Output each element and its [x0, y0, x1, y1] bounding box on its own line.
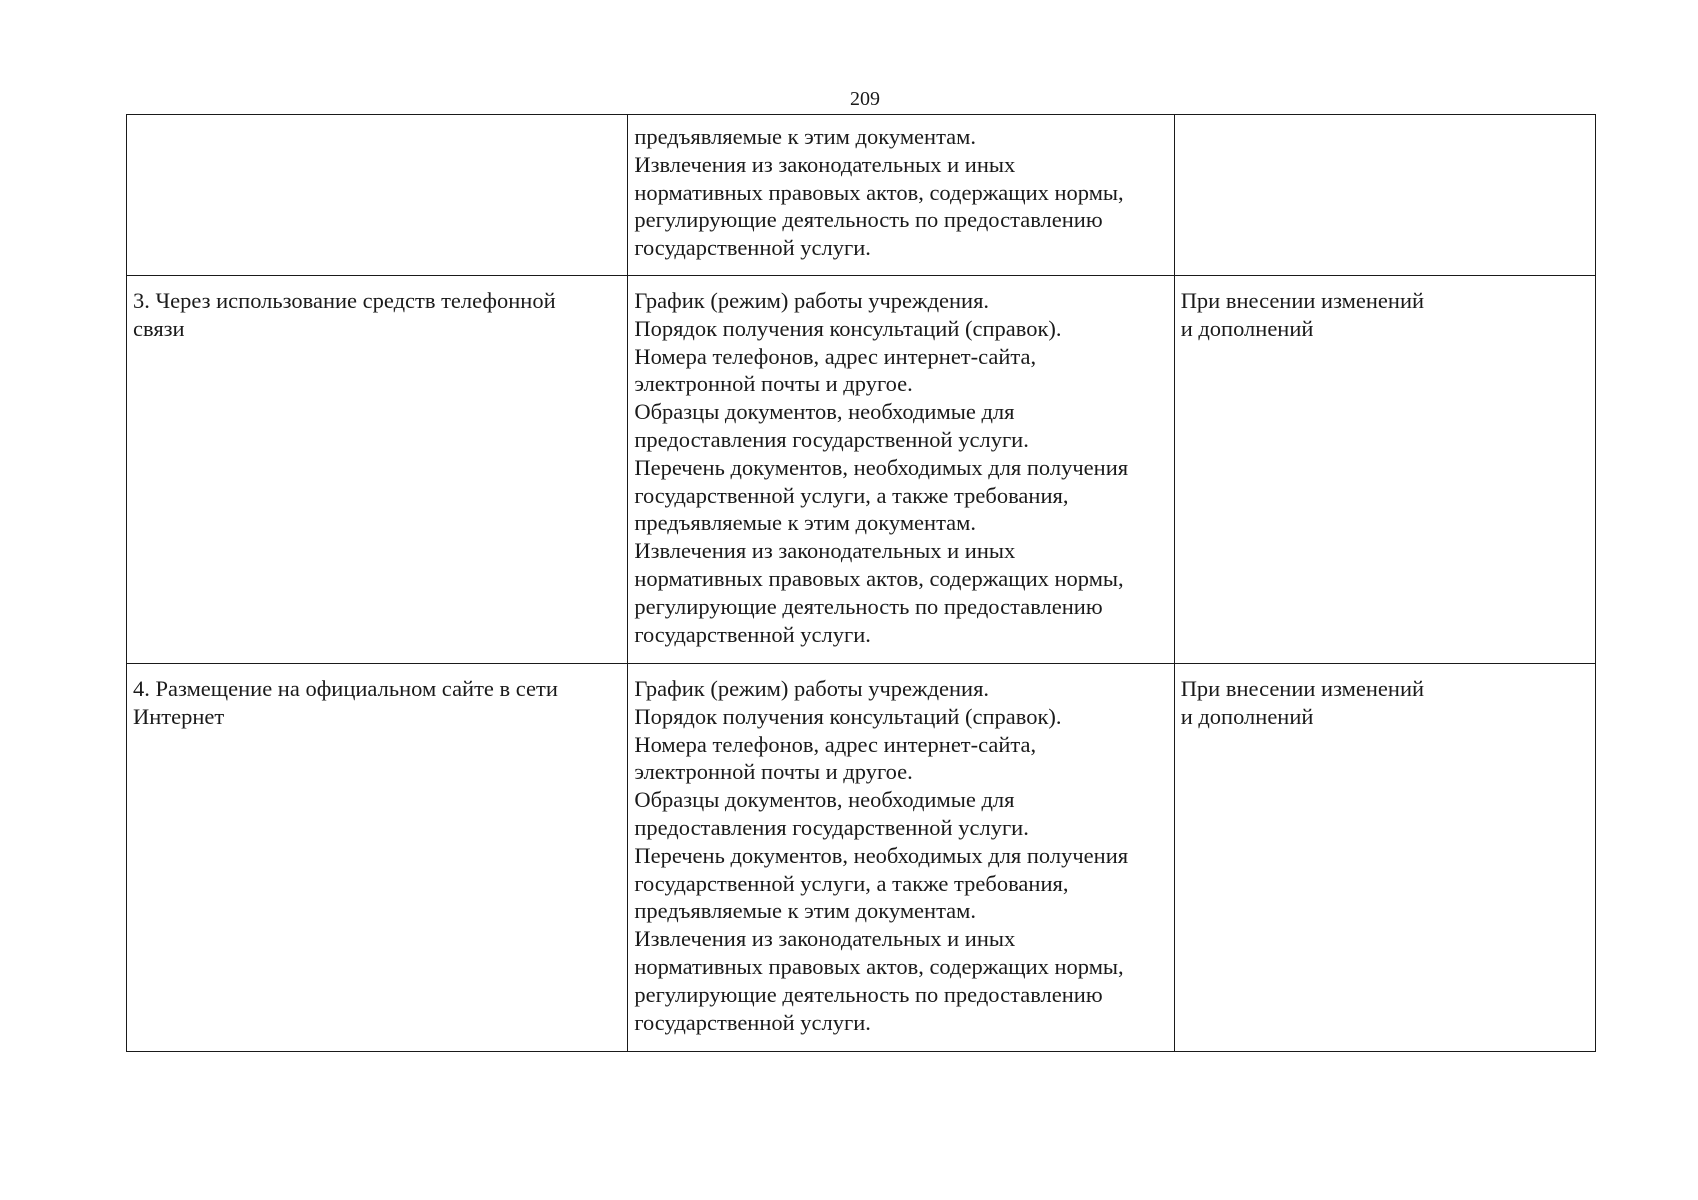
text-line: предъявляемые к этим документам.	[634, 510, 977, 536]
text-line: государственной услуги.	[634, 621, 871, 647]
update-cell	[1174, 664, 1595, 1052]
text-line: государственной услуги.	[634, 235, 871, 261]
method-cell	[127, 276, 628, 664]
update-cell	[1174, 276, 1595, 664]
text-line: государственной услуги.	[634, 1009, 871, 1035]
text-line: регулирующие деятельность по предоставлению	[634, 593, 1103, 619]
text-line: Извлечения из законодательных и иных	[634, 538, 1016, 564]
content-cell	[628, 664, 1174, 1052]
text-line: Образцы документов, необходимые для	[634, 787, 1015, 813]
text-line: Порядок получения консультаций (справок).	[634, 703, 1062, 729]
table-row	[127, 664, 1596, 1052]
text-line: Интернет	[133, 703, 225, 729]
text-line: При внесении изменений	[1180, 676, 1425, 701]
text-line: регулирующие деятельность по предоставлению	[634, 207, 1103, 233]
method-cell	[127, 664, 628, 1052]
text-line: Извлечения из законодательных и иных	[634, 926, 1016, 952]
text-line: Перечень документов, необходимых для получения	[634, 842, 1129, 868]
text-line: предоставления государственной услуги.	[634, 426, 1029, 452]
text-line: регулирующие деятельность по предоставлению	[634, 981, 1103, 1007]
text-line: государственной услуги, а также требования,	[634, 482, 1069, 508]
text-line: и дополнений	[1180, 315, 1314, 341]
text-line: связи	[133, 315, 185, 341]
text-line: Номера телефонов, адрес интернет-сайта,	[634, 343, 1037, 369]
information-table	[126, 114, 1596, 1052]
text-line: График (режим) работы учреждения.	[634, 288, 990, 313]
table-row	[127, 115, 1596, 276]
text-line: Перечень документов, необходимых для получения	[634, 454, 1129, 480]
text-line: 4. Размещение на официальном сайте в сети	[133, 676, 558, 701]
text-line: 3. Через использование средств телефонной	[133, 288, 556, 313]
content-cell	[628, 115, 1174, 276]
text-line: При внесении изменений	[1180, 288, 1425, 313]
text-line: График (режим) работы учреждения.	[634, 676, 990, 701]
update-cell	[1174, 115, 1595, 276]
page-number: 209	[850, 88, 880, 110]
text-line: государственной услуги, а также требования,	[634, 870, 1069, 896]
text-line: электронной почты и другое.	[634, 759, 913, 785]
text-line: нормативных правовых актов, содержащих нормы,	[634, 179, 1124, 205]
text-line: предъявляемые к этим документам.	[634, 124, 977, 149]
table-row	[127, 276, 1596, 664]
text-line: Порядок получения консультаций (справок).	[634, 315, 1062, 341]
text-line: Извлечения из законодательных и иных	[634, 151, 1016, 177]
text-line: Номера телефонов, адрес интернет-сайта,	[634, 731, 1037, 757]
content-cell	[628, 276, 1174, 664]
text-line: и дополнений	[1180, 703, 1314, 729]
text-line: предоставления государственной услуги.	[634, 814, 1029, 840]
text-line: электронной почты и другое.	[634, 371, 913, 397]
text-line: предъявляемые к этим документам.	[634, 898, 977, 924]
text-line: нормативных правовых актов, содержащих нормы,	[634, 953, 1124, 979]
text-line: нормативных правовых актов, содержащих нормы,	[634, 565, 1124, 591]
method-cell	[127, 115, 628, 276]
text-line: Образцы документов, необходимые для	[634, 399, 1015, 425]
